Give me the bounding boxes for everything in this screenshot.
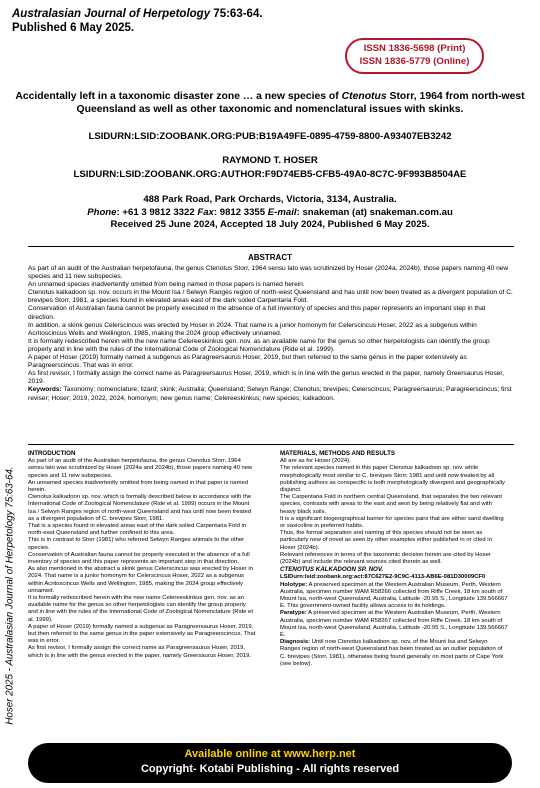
holotype-label: Holotype:	[280, 581, 308, 588]
side-running-head	[0, 450, 14, 740]
body-paragraph: The relevant species named in this paper Ctenotus kalkadoon sp. nov. while morphologically most similar to C. brevipes Storr, 1981 and until now treated by all publishing authors as conspecific is both morphologically divergent and geographically disjunct.	[280, 465, 505, 494]
divider-bottom	[28, 444, 514, 445]
paratype-label: Paratype:	[280, 610, 307, 617]
keywords-label: Keywords:	[28, 386, 62, 394]
fax-label: Fax	[197, 206, 214, 218]
body-paragraph: Thus, the formal separation and naming of this species should not be seen as particularly new of novel as seen by other examples either published in or cited in Hoser (2024b).	[280, 530, 492, 551]
abstract-paragraph: A paper of Hoser (2019) formally named a subgenus as Paragreersaurus Hoser, 2019, but then referred to the same genus in the paper extensively as Paragreerscincus. That was in error.	[28, 354, 467, 370]
body-paragraph: It is formally redescribed herein with the new name Celereeskinkus gen. nov. as an available name for the genus so other herpetologists can identify the group properly and in line with the rules of the International Code of Zoological Nomenclature (Ride et al. 1999).	[28, 595, 253, 623]
section-heading: INTRODUCTION	[28, 450, 76, 457]
title-genus: Ctenotus	[341, 91, 387, 102]
abstract-heading: ABSTRACT	[248, 253, 292, 262]
article-title	[14, 90, 526, 116]
title-part1: Accidentally left in a taxonomic disaster zone … a new species of	[15, 91, 342, 102]
issn-online: ISSN 1836-5779 (Online)	[359, 56, 470, 67]
footer-banner	[28, 743, 512, 783]
phone-label: Phone	[87, 206, 117, 218]
body-paragraph: The Carpentaria Fold in northern central Queensland, that separates the two relevant species, contrasts with areas to the east and west by being relatively flat and with heavy black soils.	[280, 494, 503, 515]
author-lsid: LSIDURN:LSID:ZOOBANK.ORG:AUTHOR:F9D74EB5-CFB5-49A0-8C7C-9F993B8504AE	[73, 169, 467, 180]
paratype-paragraph	[280, 610, 508, 639]
side-text: Hoser 2025 - Australasian Journal of Herpetology 75:63-64.	[4, 466, 16, 725]
body-paragraph: Conservation of Australian fauna cannot be properly executed in the absence of a full inventory of species and this paper represents an important step in that direction.	[28, 551, 250, 566]
body-paragraph: As also mentioned in the abstract a skink genus Celerscincus was erected by Hoser in 2024. That name is a junior homonym for Celerscincus Hoser, 2022 as a subgenus within Acritoscincus Wells and Wellington, 1985, making the 2024 group effectively unnamed.	[28, 566, 253, 594]
diagnosis-text: Until now Ctenotus kalkadoon sp. nov. of the Mount Isa and Selwyn Ranges region of north-west Queensland has been treated as an outlier population of C. brevipes (Storr, 1981), otherwise being found generally on most parts of Cape York (see below).	[280, 639, 504, 667]
holotype-text: A preserved specimen at the Western Australian Museum, Perth, Western Australia, specimen number WAM R58266 collected from Riffe Creek, 18 km south of Mount Isa, north-west Queensland, Australia, Latitude -20.95 S., Longitude 139.566667 E. This government-owned facility allows access to its holdings.	[280, 581, 508, 610]
keywords	[28, 386, 514, 402]
species-lsid: LSIDurn:lsid:zoobank.org:act:87C627E2-9C9C-4113-AB6E-081D30009CF0	[280, 574, 486, 581]
publication-lsid: LSIDURN:LSID:ZOOBANK.ORG:PUB:B19A49FE-0895-4759-8800-A93407EB3242	[88, 131, 452, 142]
body-paragraph: That is a species found in elevated areas east of the dark soiled Carpentaria Fold in north-east Queensland and further confined to this area.	[28, 523, 247, 537]
body-paragraph: As part of an audit of the Australian herpetofauna, the genus Ctenotus Storr, 1964 sensu lato was scrutinized by Hoser (2024a and 2024b), those papers naming 40 new species and 11 new subspecies.	[28, 458, 253, 479]
column-methods	[280, 450, 508, 668]
email-address: : snakeman (at) snakeman.com.au	[296, 206, 453, 218]
section-heading: MATERIALS, METHODS AND RESULTS	[280, 450, 396, 457]
diagnosis-paragraph	[280, 639, 508, 668]
abstract-body	[28, 265, 514, 403]
footer-availability: Available online at www.herp.net	[184, 748, 356, 760]
keywords-text: Taxonomy; nomenclature; lizard; skink; Australia; Queensland; Selwyn Range; Ctenotus; brevipes; Celerscincus; Paragreersaurus; Paragreerscincus; first reviser; Hoser; 2019, 2022, 2024, homonym; new genus name; Celereeskinkus; new species; kalkadoon.	[28, 386, 512, 402]
column-introduction	[28, 450, 256, 660]
fax-number: : 9812 3355	[213, 206, 268, 218]
abstract-paragraph: In addition. a skink genus Celerscincus was erected by Hoser in 2024. That name is a junior homonym for Celerscincus Hoser, 2022 as a subgenus within Acritoscincus Wells and Wellington, 1985, making the 2024 group effectively unnamed.	[28, 321, 477, 337]
author-address-block	[14, 194, 526, 232]
abstract-paragraph: It is formally redescribed herein with the new name Celereeskinkus gen. nov. as an available name for the genus so other herpetologists can identify the group properly and in line with the rules of the International Code of Zoological Nomenclature (Ride et al. 1999).	[28, 337, 490, 353]
published-date: Published 6 May 2025.	[12, 22, 135, 34]
abstract-paragraph: As part of an audit of the Australian herpetofauna, the genus Ctenotus Storr, 1964 sensu lato was scrutinized by Hoser (2024a, 2024b), those papers naming 40 new species and 11 new subspecies.	[28, 265, 509, 281]
diagnosis-label: Diagnosis:	[280, 639, 311, 646]
body-paragraph: All are as for Hoser (2024).	[280, 458, 351, 465]
footer-copyright: Copyright- Kotabi Publishing - All rights reserved	[140, 763, 400, 775]
issn-badge	[345, 38, 484, 74]
phone-number: : +61 3 9812 3322	[116, 206, 198, 218]
body-paragraph: A paper of Hoser (2019) formally named a subgenus as Paragreersaurus Hoser, 2019, but then referred to the same genus in the paper extensively as Paragreerscincus. That was in error.	[28, 623, 256, 645]
author-name: RAYMOND T. HOSER	[222, 155, 318, 166]
body-paragraph: It is a significant biogeographical barrier for species pairs that are either sand dwelling or saxicoline in preferred habits.	[280, 515, 504, 530]
article-dates: Received 25 June 2024, Accepted 18 July 2024, Published 6 May 2025.	[110, 219, 430, 230]
body-paragraph: An unnamed species inadvertently omitted from being named in that paper is named herein.	[28, 479, 249, 494]
journal-name: Australasian Journal of Herpetology	[12, 8, 211, 20]
divider-top	[28, 246, 514, 247]
species-heading: CTENOTUS KALKADOON SP. NOV.	[280, 566, 384, 574]
journal-volume: 75:63-64.	[210, 8, 263, 20]
issn-print: ISSN 1836-5698 (Print)	[363, 43, 466, 54]
email-label: E-mail	[267, 206, 297, 218]
holotype-paragraph	[280, 582, 508, 611]
author-contacts	[14, 207, 526, 220]
paratype-text: A preserved specimen at the Western Australian Museum, Perth, Western Australia, specimen number WAM R58267 collected from Riffe Creek, 18 km south of Mount Isa, north-west Queensland, Australia, Latitude -20.95 S., Longitude 139.566667 E.	[280, 610, 508, 639]
abstract-paragraph: As first revisor, I formally assign the correct name as Paragreersaurus Hoser, 2019, which is in line with the genus erected in the paper, namely Greersaurus Hoser, 2019.	[28, 370, 505, 386]
journal-header	[12, 7, 332, 35]
abstract-paragraph: Ctenotus kalkadoon sp. nov. occurs in the Mount Isa / Selwyn Ranges region of north-west Queensland and has until now been treated as a divergent population of C. brevipes Storr, 1981, a species found in elevated areas east of the dark soiled Carpentaria Fold.	[28, 289, 513, 305]
abstract-paragraph: Conservation of Australian fauna cannot be properly executed in the absence of a full inventory of species and this paper represents an important step in that direction.	[28, 305, 486, 321]
author-address: 488 Park Road, Park Orchards, Victoria, 3134, Australia.	[143, 194, 397, 205]
body-paragraph: Ctenotus kalkadoon sp. nov. which is formally described below in accordance with the International Code of Zoological Nomenclature (Ride et al. 1999) occurs in the Mount Isa / Selwyn Ranges region of north-west Queensland and has until now been treated as a divergent population of C. brevipes Storr, 1981.	[28, 494, 252, 522]
body-paragraph: This is in contrast to Storr (1981) who referred Selwyn Ranges animals to the other species.	[28, 537, 245, 551]
abstract-paragraph: An unnamed species inadvertently omitted from being named in those papers is named herein.	[28, 281, 305, 289]
title-part2: Storr, 1964 from north-west Queensland as well as other taxonomic and nomenclatural issues with skinks.	[76, 91, 525, 115]
body-paragraph: Relevant references in terms of the taxonomic decision herein are cited by Hoser (2024b) and include the relevant sources cited therein as well.	[280, 551, 491, 566]
body-paragraph: As first revisor, I formally assign the correct name as Paragreersaurus Hoser, 2019, which is in line with the genus erected in the paper, namely Greersaurus Hoser, 2019.	[28, 645, 251, 659]
